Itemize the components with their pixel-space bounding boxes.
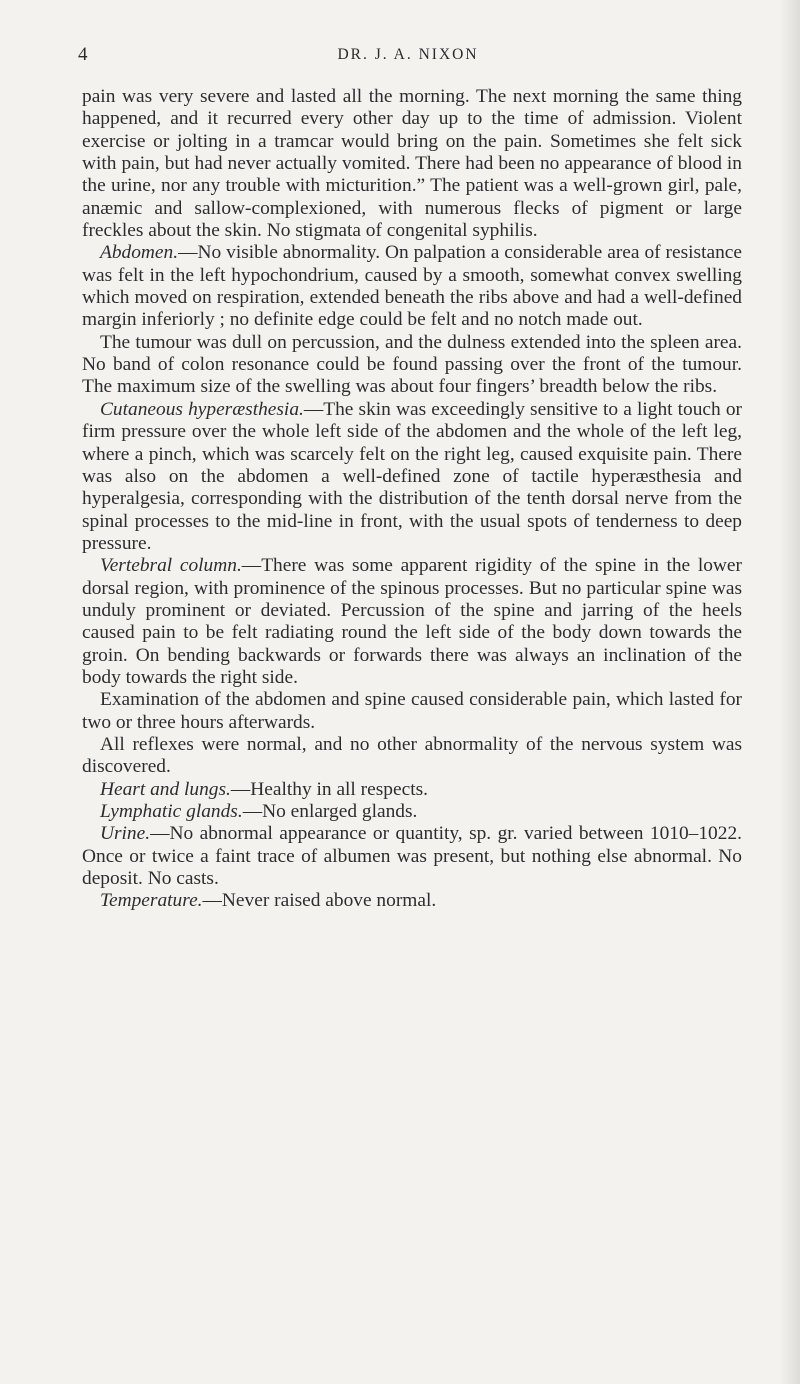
section-heading: Abdomen.: [100, 242, 179, 264]
paragraph-body: Examination of the abdomen and spine caused considerable pain, which lasted for two or three hours afterwards.: [82, 689, 742, 733]
paragraph-heart: [82, 779, 742, 801]
paragraph-cutaneous: [82, 399, 742, 555]
section-heading: Vertebral column.: [100, 555, 242, 577]
paragraph-urine: [82, 823, 742, 890]
paragraph-temperature: [82, 890, 742, 912]
paragraph-tumour: [82, 332, 742, 399]
paragraph-abdomen: [82, 242, 742, 331]
section-heading: Lymphatic glands.: [100, 801, 243, 822]
paragraph-body: All reflexes were normal, and no other abnormality of the nervous system was discovered.: [82, 733, 742, 778]
paragraph-body: —There was some apparent rigidity of the spine in the lower dorsal region, with prominence of the spinous processes. But no particular spine was unduly prominent or deviated. Percussion of the spine and jarring of the heels caused pain to be felt radiating round the left side of the body down towards the groin. On bending backwards or forwards there was always an inclination of the body towards the right side.: [82, 555, 742, 688]
paragraph-body: —Never raised above normal.: [202, 890, 437, 912]
section-heading: Heart and lungs.: [100, 778, 231, 800]
paragraph-body: pain was very severe and lasted all the morning. The next morning the same thing happened, and it recurred every other day up to the time of admission. Violent exercise or jolting in a tramcar would bring on the pain. Sometimes she felt sick with pain, but had never actually vomited. There had been no appearance of blood in the urine, nor any trouble with micturition.” The patient was a well-grown girl, pale, anæmic and sallow-complexioned, with numerous flecks of pigment or large freckles about the skin. No stigmata of congenital syphilis.: [82, 86, 742, 242]
running-head: DR. J. A. NIXON: [337, 46, 479, 63]
paragraph-examination: [82, 689, 742, 734]
section-heading: Temperature.: [100, 890, 203, 912]
paragraph-history: [82, 86, 742, 242]
paragraph-body: —The skin was exceedingly sensitive to a light touch or firm pressure over the whole left side of the abdomen and the whole of the left leg, where a pinch, which was scarcely felt on the right leg, caused exquisite pain. There was also on the abdomen a well-defined zone of tactile hyperæsthesia and hyperalgesia, corresponding with the distribution of the tenth dorsal nerve from the spinal processes to the mid-line in front, with the usual spots of tenderness to deep pressure.: [82, 398, 743, 554]
page-number: 4: [78, 44, 88, 65]
body-text: [82, 86, 742, 913]
section-heading: Cutaneous hyperæsthesia.: [100, 398, 304, 420]
paragraph-lymphatic: [82, 801, 742, 823]
paragraph-body: —No abnormal appearance or quantity, sp. gr. varied between 1010–1022. Once or twice a faint trace of albumen was present, but nothing else abnormal. No deposit. No casts.: [82, 823, 742, 890]
paragraph-body: —No visible abnormality. On palpation a considerable area of resistance was felt in the left hypochondrium, caused by a smooth, somewhat convex swelling which moved on respiration, extended beneath the ribs above and had a well-defined margin inferiorly ; no definite edge could be felt and no notch made out.: [82, 242, 742, 331]
page-edge-shadow: [780, 0, 800, 1384]
paragraph-body: —No enlarged glands.: [242, 801, 418, 822]
paragraph-reflexes: [82, 734, 742, 779]
paragraph-body: —Healthy in all respects.: [230, 778, 428, 800]
section-heading: Urine.: [100, 823, 151, 845]
paragraph-body: The tumour was dull on percussion, and the dulness extended into the spleen area. No band of colon resonance could be found passing over the front of the tumour. The maximum size of the swelling was about four fingers’ breadth below the ribs.: [82, 331, 742, 398]
page-header: [78, 44, 738, 70]
paragraph-vertebral: [82, 555, 742, 689]
